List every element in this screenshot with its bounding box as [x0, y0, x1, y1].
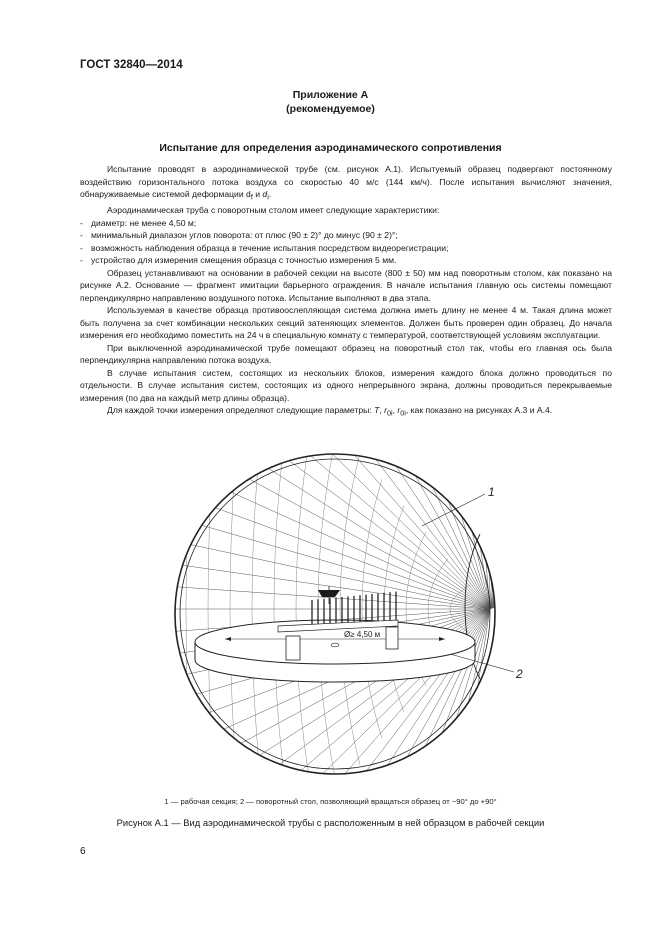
paragraph: Образец устанавливают на основании в рабочей секции на высоте (800 ± 50) мм над поворотным столом, как показано на рисунке А.2. Основание — фрагмент имитации барьерного ограждения. В начале испытания главную ось системы помещают перпендикулярно направлению воздушного потока. Испытание выполняют в два этапа. — [80, 267, 612, 303]
paragraph: В случае испытания систем, состоящих из нескольких блоков, измерения каждого блока должно проводиться по отдельности. В случае испытания систем, состоящих из одного непрерывного экрана, должны проводиться перекрываемые измерения (по два на каждый метр длины образца). — [80, 367, 612, 403]
paragraph: Испытание проводят в аэродинамической трубе (см. рисунок А.1). Испытуемый образец подвергают постоянному воздействию горизонтального потока воздуха со скоростью 40 м/с (144 км/ч). После испытания вычисляют значения, обнаруживаемые системой деформации $d_f$ и $d_i$. — [80, 164, 612, 202]
wind-tunnel-figure — [150, 414, 523, 814]
paragraph: Аэродинамическая труба с поворотным столом имеет следующие характеристики: — [107, 205, 440, 216]
paragraph: Используемая в качестве образца противоослепляющая система должна иметь длину не менее 4 м. Такая длина может быть получена за счет комбинации нескольких секций затеняющих элементов. Должен быть проверен один образец. До начала измерения его необходимо поместить на 24 ч в специальную комнату с температурой, соответствующей условиям эксплуатации. — [80, 305, 612, 341]
list-item: - возможность наблюдения образца в течение испытания посредством видеорегистрации; — [80, 242, 449, 253]
page-number: 6 — [80, 846, 86, 857]
list-item: - устройство для измерения смещения образца с точностью измерения 5 мм. — [80, 255, 397, 266]
diameter-label: Ø≥ 4,50 м — [344, 630, 381, 639]
figure-label-2: 2 — [516, 667, 523, 681]
section-title: Испытание для определения аэродинамического сопротивления — [159, 142, 502, 154]
figure-caption: Рисунок А.1 — Вид аэродинамической трубы с расположенным в ней образцом в рабочей секции — [116, 817, 545, 828]
list-item: - диаметр: не менее 4,50 м; — [80, 217, 197, 228]
appendix-heading — [0, 88, 661, 116]
figure-legend: 1 — рабочая секция; 2 — поворотный стол, позволяющий вращаться образец от −90° до +90° — [164, 797, 497, 806]
tunnel-outer-wall — [175, 454, 495, 774]
leader-line-1 — [422, 494, 485, 526]
figure-label-1: 1 — [488, 485, 495, 499]
body-text — [80, 163, 612, 420]
tunnel-inner-wall — [180, 459, 490, 769]
appendix-subtitle: (рекомендуемое) — [286, 103, 375, 115]
appendix-title: Приложение А — [292, 89, 369, 101]
paragraph: При выключенной аэродинамической трубе помещают образец на поворотный стол так, чтобы его главная ось была перпендикулярна направлению потока воздуха. — [80, 342, 612, 366]
list-item: - минимальный диапазон углов поворота: от плюс (90 ± 2)° до минус (90 ± 2)°; — [80, 230, 398, 241]
paragraph: Для каждой точки измерения определяют следующие параметры: T, $r_{0i}$, $r_{0i}$, как показано на рисунках А.3 и А.4. — [107, 405, 553, 418]
standard-header: ГОСТ 32840—2014 — [80, 59, 183, 71]
